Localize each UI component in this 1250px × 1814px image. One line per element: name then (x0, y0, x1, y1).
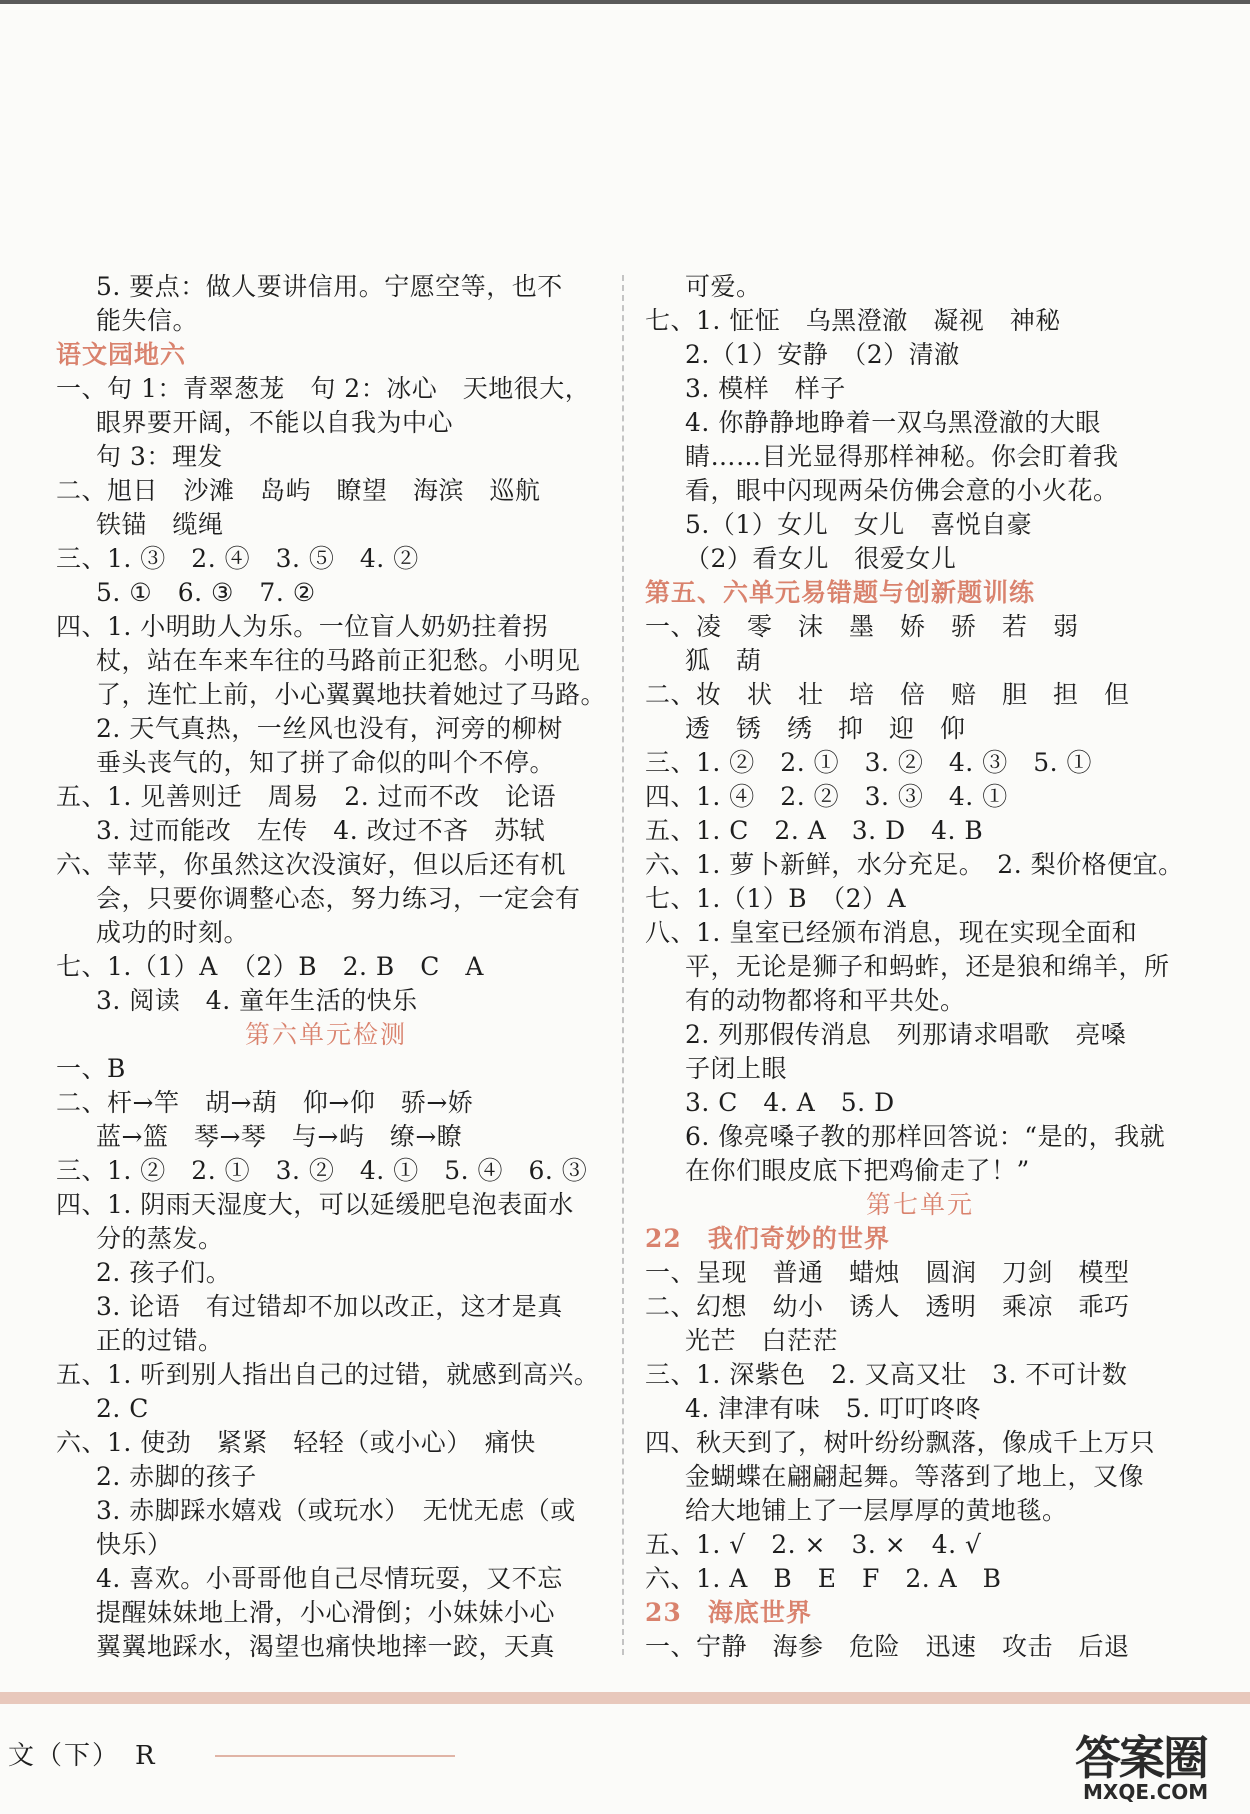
footer-rule (215, 1755, 455, 1757)
text-line: 七、1. 怔怔 乌黑澄澈 凝视 神秘 (645, 306, 1061, 335)
text-line: 平，无论是狮子和蚂蚱，还是狼和绵羊，所 (685, 952, 1170, 981)
text-line: 2. C (96, 1394, 149, 1423)
text-line: 透 锈 绣 抑 迎 仰 (685, 714, 966, 743)
text-line: 一、宁静 海参 危险 迅速 攻击 后退 (645, 1632, 1130, 1661)
lesson-number: 22 (645, 1224, 682, 1253)
text-line: 三、1. 深紫色 2. 又高又壮 3. 不可计数 (645, 1360, 1128, 1389)
section-heading: 语文园地六 (56, 340, 187, 369)
text-line: 了，连忙上前，小心翼翼地扶着她过了马路。 (96, 680, 607, 709)
text-line: 2.（1）安静 （2）清澈 (685, 340, 960, 369)
text-line: 有的动物都将和平共处。 (685, 986, 966, 1015)
text-line: 一、凌 零 沫 墨 娇 骄 若 弱 (645, 612, 1079, 641)
text-line: 会，只要你调整心态，努力练习，一定会有 (96, 884, 581, 913)
top-border (0, 0, 1250, 4)
text-line: 三、1. ③ 2. ④ 3. ⑤ 4. ② (56, 544, 419, 573)
text-line: 睛……目光显得那样神秘。你会盯着我 (685, 442, 1119, 471)
text-line: 五、1. C 2. A 3. D 4. B (645, 816, 984, 845)
text-line: 一、B (56, 1054, 126, 1083)
section-heading: 第六单元检测 (244, 1020, 407, 1049)
text-line: 二、妆 状 壮 培 倍 赔 胆 担 但 (645, 680, 1130, 709)
text-line: 杖，站在车来车往的马路前正犯愁。小明见 (96, 646, 581, 675)
text-line: 二、杆→竿 胡→葫 仰→仰 骄→娇 (56, 1088, 474, 1117)
section-heading: 第五、六单元易错题与创新题训练 (645, 578, 1036, 607)
text-line: 5.（1）女儿 女儿 喜悦自豪 (685, 510, 1033, 539)
text-line: 3. 过而能改 左传 4. 改过不吝 苏轼 (96, 816, 546, 845)
text-line: 4. 喜欢。小哥哥他自己尽情玩耍，又不忘 (96, 1564, 563, 1593)
text-line: 光芒 白茫茫 (685, 1326, 839, 1355)
lesson-heading (645, 1222, 1195, 1256)
section-heading: 第七单元 (865, 1190, 974, 1219)
right-column (645, 270, 1195, 1664)
text-line: 眼界要开阔，不能以自我为中心 (96, 408, 454, 437)
text-line: 六、1. 萝卜新鲜，水分充足。 2. 梨价格便宜。 (645, 850, 1184, 879)
watermark-logo (1075, 1722, 1240, 1808)
text-line: 快乐） (96, 1530, 173, 1559)
lesson-number: 23 (645, 1598, 682, 1627)
text-line: 4. 你静静地睁着一双乌黑澄澈的大眼 (685, 408, 1101, 437)
text-line: 五、1. 见善则迁 周易 2. 过而不改 论语 (56, 782, 557, 811)
footer-band (0, 1692, 1250, 1704)
text-line: 一、呈现 普通 蜡烛 圆润 刀剑 模型 (645, 1258, 1130, 1287)
text-line: 5. 要点：做人要讲信用。宁愿空等，也不 (96, 272, 563, 301)
lesson-title: 海底世界 (707, 1598, 812, 1627)
text-line: 看，眼中闪现两朵仿佛会意的小火花。 (685, 476, 1119, 505)
text-line: 七、1.（1）A （2）B 2. B C A (56, 952, 484, 981)
text-line: 6. 像亮嗓子教的那样回答说：“是的，我就 (685, 1122, 1166, 1151)
text-line: 五、1. 听到别人指出自己的过错，就感到高兴。 (56, 1360, 600, 1389)
logo-url: MXQE.COM (1083, 1780, 1209, 1804)
text-line: 3. 赤脚踩水嬉戏（或玩水） 无忧无虑（或 (96, 1496, 576, 1525)
text-line: 2. 列那假传消息 列那请求唱歌 亮嗓 (685, 1020, 1127, 1049)
text-line: 三、1. ② 2. ① 3. ② 4. ③ 5. ① (645, 748, 1092, 777)
text-line: 可爱。 (685, 272, 762, 301)
text-line: 铁锚 缆绳 (96, 510, 224, 539)
left-column (56, 270, 607, 1664)
text-line: 子闭上眼 (685, 1054, 788, 1083)
text-line: 二、旭日 沙滩 岛屿 瞭望 海滨 巡航 (56, 476, 541, 505)
text-line: 四、1. ④ 2. ② 3. ③ 4. ① (645, 782, 1008, 811)
text-line: 七、1.（1）B （2）A (645, 884, 907, 913)
text-line: 句 3：理发 (96, 442, 223, 471)
text-line: 2. 天气真热，一丝风也没有，河旁的柳树 (96, 714, 563, 743)
text-line: 提醒妹妹地上滑，小心滑倒；小妹妹小心 (96, 1598, 556, 1627)
text-line: 金蝴蝶在翩翩起舞。等落到了地上，又像 (685, 1462, 1145, 1491)
text-line: 八、1. 皇室已经颁布消息，现在实现全面和 (645, 918, 1138, 947)
text-line: 3. C 4. A 5. D (685, 1088, 895, 1117)
column-divider (622, 275, 624, 1655)
text-line: 二、幻想 幼小 诱人 透明 乘凉 乖巧 (645, 1292, 1130, 1321)
text-line: 蓝→篮 琴→琴 与→屿 缭→瞭 (96, 1122, 463, 1151)
text-line: 分的蒸发。 (96, 1224, 224, 1253)
lesson-title: 我们奇妙的世界 (707, 1224, 890, 1253)
text-line: 五、1. √ 2. × 3. × 4. √ (645, 1530, 982, 1559)
text-line: 四、秋天到了，树叶纷纷飘落，像成千上万只 (645, 1428, 1156, 1457)
text-line: 翼翼地踩水，渴望也痛快地摔一跤，天真 (96, 1632, 556, 1661)
text-line: 3. 论语 有过错却不加以改正，这才是真 (96, 1292, 563, 1321)
text-line: 一、句 1：青翠葱茏 句 2：冰心 天地很大， (56, 374, 591, 403)
text-line: 狐 葫 (685, 646, 762, 675)
lesson-heading (645, 1596, 1195, 1630)
text-line: 三、1. ② 2. ① 3. ② 4. ① 5. ④ 6. ③ (56, 1156, 588, 1185)
text-line: 成功的时刻。 (96, 918, 250, 947)
logo-seal-icon: 答案圈 (1075, 1731, 1207, 1785)
text-line: 3. 模样 样子 (685, 374, 846, 403)
text-line: 四、1. 小明助人为乐。一位盲人奶奶拄着拐 (56, 612, 549, 641)
text-line: 3. 阅读 4. 童年生活的快乐 (96, 986, 418, 1015)
text-line: （2）看女儿 很爱女儿 (685, 544, 957, 573)
text-line: 正的过错。 (96, 1326, 224, 1355)
text-line: 六、苹苹，你虽然这次没演好，但以后还有机 (56, 850, 567, 879)
text-line: 2. 孩子们。 (96, 1258, 232, 1287)
text-line: 4. 津津有味 5. 叮叮咚咚 (685, 1394, 982, 1423)
text-line: 六、1. A B E F 2. A B (645, 1564, 1002, 1593)
text-line: 六、1. 使劲 紧紧 轻轻（或小心） 痛快 (56, 1428, 536, 1457)
text-line: 2. 赤脚的孩子 (96, 1462, 257, 1491)
text-line: 垂头丧气的，知了拼了命似的叫个不停。 (96, 748, 556, 777)
text-line: 四、1. 阴雨天湿度大，可以延缓肥皂泡表面水 (56, 1190, 574, 1219)
text-line: 能失信。 (96, 306, 199, 335)
text-line: 给大地铺上了一层厚厚的黄地毯。 (685, 1496, 1068, 1525)
text-line: 5. ① 6. ③ 7. ② (96, 578, 316, 607)
footer-label: 文（下） R (8, 1741, 157, 1771)
text-line: 在你们眼皮底下把鸡偷走了！” (685, 1156, 1030, 1185)
